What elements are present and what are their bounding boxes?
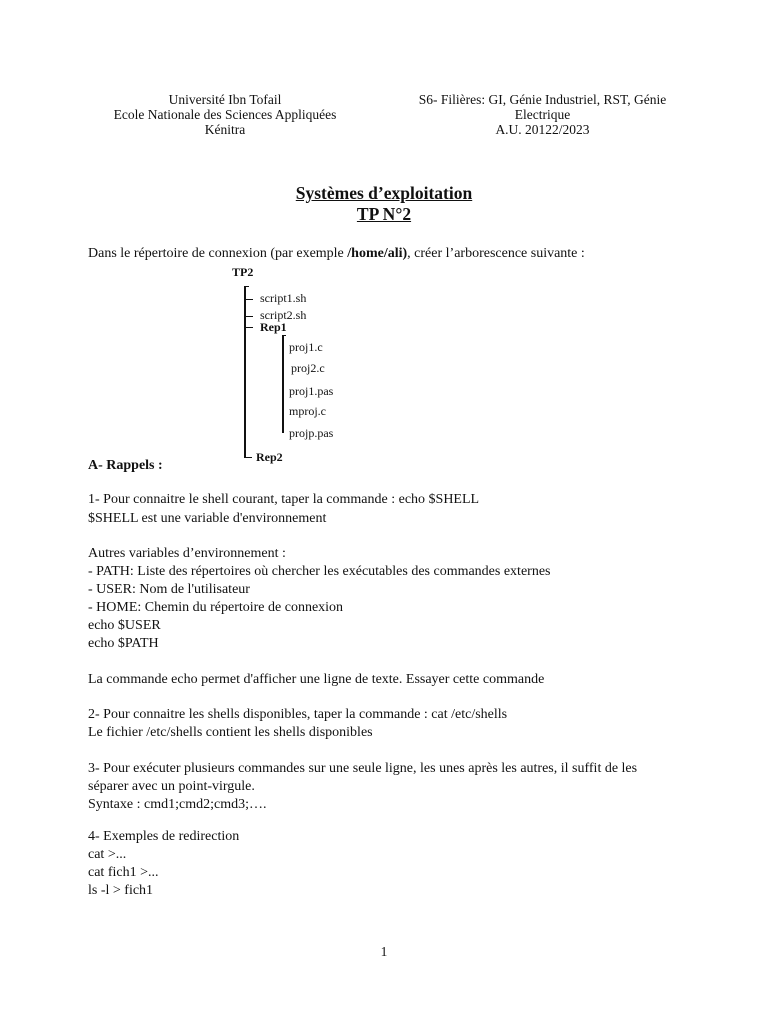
- city-name: Kénitra: [204, 122, 246, 137]
- text-line-15: 4- Exemples de redirection: [88, 829, 240, 844]
- tree-trunk-line: [244, 286, 246, 458]
- tree-file-mprojc: mproj.c: [289, 404, 326, 418]
- text-line-14: Syntaxe : cmd1;cmd2;cmd3;….: [88, 797, 267, 812]
- tree-branch-script1: [246, 299, 253, 300]
- tree-branch-rep1: [246, 327, 253, 328]
- text-line-17: cat fich1 >...: [88, 865, 159, 880]
- text-line-12: 3- Pour exécuter plusieurs commandes sur une seule ligne, les unes après les autres, il suffit de les: [88, 761, 638, 776]
- rep1-trunk-line: [282, 335, 284, 433]
- text-line-16: cat >...: [88, 847, 127, 862]
- intro-before: Dans le répertoire de connexion (par exemple: [88, 246, 348, 261]
- doc-subtitle: TP N°2: [356, 204, 412, 224]
- text-line-2: $SHELL est une variable d'environnement: [88, 511, 327, 526]
- intro-path: /home/ali): [347, 246, 408, 261]
- text-line-7: echo $USER: [88, 618, 161, 633]
- tree-dir-rep2: Rep2: [256, 450, 283, 464]
- tree-file-proj1c: proj1.c: [289, 340, 323, 354]
- text-line-6: - HOME: Chemin du répertoire de connexion: [88, 600, 344, 615]
- rep1-top-tick: [282, 335, 286, 336]
- tree-file-script1: script1.sh: [260, 291, 307, 305]
- section-a-heading: A- Rappels :: [88, 458, 163, 473]
- text-line-18: ls -l > fich1: [88, 883, 154, 898]
- text-line-1: 1- Pour connaitre le shell courant, taper la commande : echo $SHELL: [88, 492, 480, 507]
- tree-top-tick: [244, 286, 249, 287]
- header-institution: [95, 92, 355, 137]
- text-line-10: 2- Pour connaitre les shells disponibles, taper la commande : cat /etc/shells: [88, 707, 508, 722]
- header-course-info: [400, 92, 685, 137]
- tree-file-script2: script2.sh: [260, 308, 307, 322]
- tree-branch-script2: [246, 316, 253, 317]
- tree-file-projppas: projp.pas: [289, 426, 334, 440]
- tree-file-proj1pas: proj1.pas: [289, 384, 334, 398]
- doc-title: Systèmes d’exploitation: [295, 183, 473, 203]
- text-line-8: echo $PATH: [88, 636, 159, 651]
- tree-dir-rep1: Rep1: [260, 320, 287, 334]
- academic-year: A.U. 20122/2023: [495, 122, 590, 137]
- school-name: Ecole Nationale des Sciences Appliquées: [113, 107, 337, 122]
- filieres-line-2: Electrique: [514, 107, 571, 122]
- text-line-13: séparer avec un point-virgule.: [88, 779, 255, 794]
- tree-file-proj2c: proj2.c: [291, 361, 325, 375]
- text-line-4: - PATH: Liste des répertoires où chercher les exécutables des commandes externes: [88, 564, 551, 579]
- intro-paragraph: [88, 245, 688, 262]
- tree-root-tp2: TP2: [232, 265, 254, 279]
- text-line-9: La commande echo permet d'afficher une ligne de texte. Essayer cette commande: [88, 672, 545, 687]
- filieres-line: S6- Filières: GI, Génie Industriel, RST, Génie: [418, 92, 667, 107]
- university-name: Université Ibn Tofail: [168, 92, 282, 107]
- text-line-11: Le fichier /etc/shells contient les shells disponibles: [88, 725, 373, 740]
- text-line-5: - USER: Nom de l'utilisateur: [88, 582, 250, 597]
- text-line-3: Autres variables d’environnement :: [88, 546, 286, 561]
- page-number: 1: [380, 944, 388, 959]
- intro-after: , créer l’arborescence suivante :: [407, 246, 585, 261]
